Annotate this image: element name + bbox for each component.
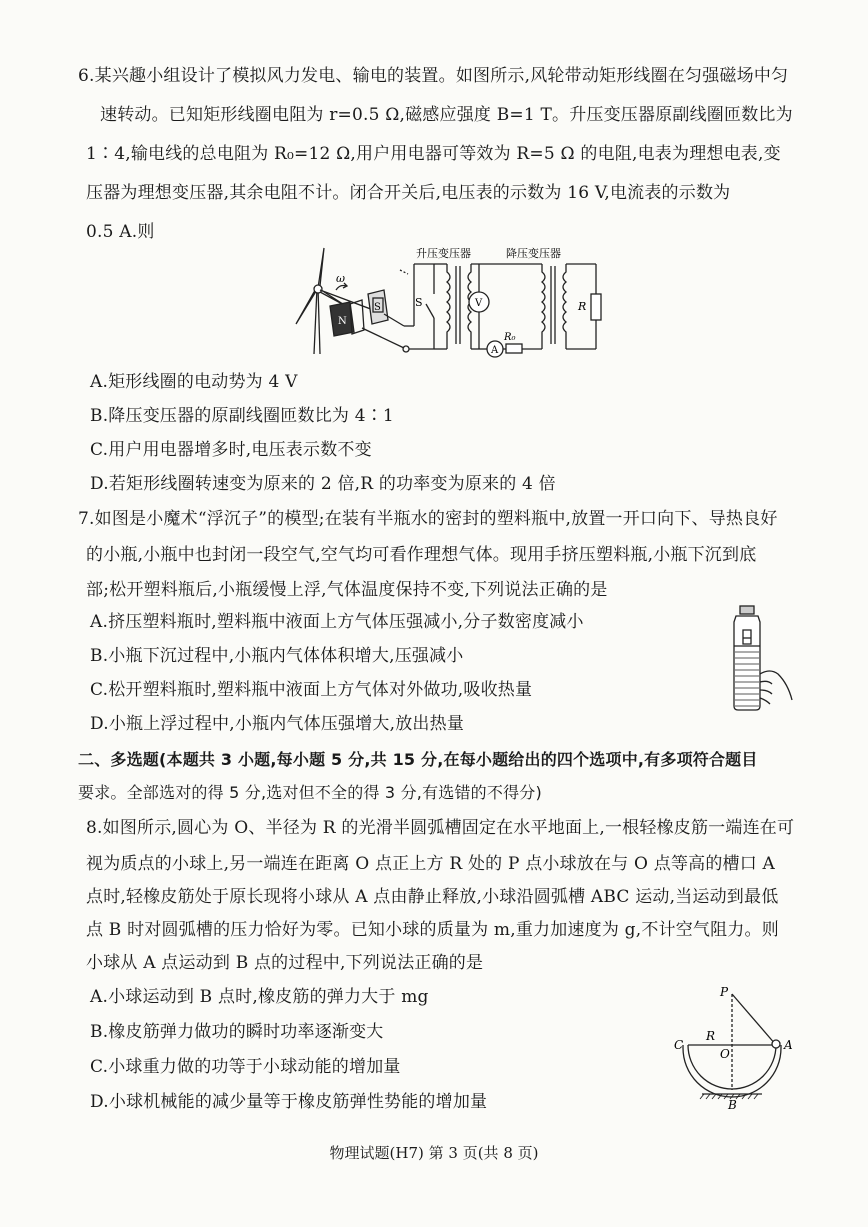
q6-label-omega: ω — [336, 272, 345, 285]
q6-label-step-up: 升压变压器 — [416, 247, 471, 260]
q6-label-ammeter: A — [491, 345, 499, 356]
q6-label-magnet-s: S — [374, 302, 381, 313]
q8-stem-line-3: 点时,轻橡皮筋处于原长现将小球从 A 点由静止释放,小球沿圆弧槽 ABC 运动,当运动到最低 — [86, 887, 779, 907]
q8-label-o: O — [720, 1047, 730, 1061]
q8-stem-line-1: 8.如图所示,圆心为 O、半径为 R 的光滑半圆弧槽固定在水平地面上,一根轻橡皮筋一端连在可 — [86, 818, 795, 838]
q7-option-c: C.松开塑料瓶时,塑料瓶中液面上方气体对外做功,吸收热量 — [90, 680, 533, 700]
q8-option-c: C.小球重力做的功等于小球动能的增加量 — [90, 1057, 401, 1077]
q7-option-b: B.小瓶下沉过程中,小瓶内气体体积增大,压强减小 — [90, 646, 464, 666]
q6-stem-line-2: 速转动。已知矩形线圈电阻为 r=0.5 Ω,磁感应强度 B=1 T。升压变压器原副线圈匝数比为 — [100, 105, 793, 125]
q8-semicircle-groove-figure — [672, 982, 802, 1110]
q8-label-r: R — [706, 1029, 716, 1043]
section-2-heading-line-2: 要求。全部选对的得 5 分,选对但不全的得 3 分,有选错的不得分) — [78, 783, 542, 802]
q7-stem-line-3: 部;松开塑料瓶后,小瓶缓慢上浮,气体温度保持不变,下列说法正确的是 — [86, 580, 608, 600]
q6-option-b: B.降压变压器的原副线圈匝数比为 4∶1 — [90, 406, 394, 426]
q8-label-a: A — [784, 1038, 793, 1052]
q6-stem-line-1: 6.某兴趣小组设计了模拟风力发电、输电的装置。如图所示,风轮带动矩形线圈在匀强磁场中匀 — [78, 66, 789, 86]
q6-label-switch: S — [415, 296, 423, 309]
q6-label-voltmeter: V — [475, 298, 483, 309]
section-2-heading-line-1: 二、多选题(本题共 3 小题,每小题 5 分,共 15 分,在每小题给出的四个选项中,有多项符合题目 — [78, 750, 758, 769]
q8-option-b: B.橡皮筋弹力做功的瞬时功率逐渐变大 — [90, 1022, 384, 1042]
q8-stem-line-5: 小球从 A 点运动到 B 点的过程中,下列说法正确的是 — [86, 953, 484, 973]
q6-generator-circuit-figure — [284, 244, 614, 362]
q8-stem-line-2: 视为质点的小球上,另一端连在距离 O 点正上方 R 处的 P 点小球放在与 O 点等高的槽口 A — [86, 854, 776, 874]
q6-option-a: A.矩形线圈的电动势为 4 V — [90, 372, 298, 392]
q7-option-d: D.小瓶上浮过程中,小瓶内气体压强增大,放出热量 — [90, 714, 465, 734]
q7-bottle-figure — [726, 604, 798, 714]
q6-stem-line-3: 1∶4,输电线的总电阻为 R₀=12 Ω,用户用电器可等效为 R=5 Ω 的电阻,电表为理想电表,变 — [86, 144, 781, 164]
q6-label-magnet-n: N — [338, 316, 347, 327]
q6-option-d: D.若矩形线圈转速变为原来的 2 倍,R 的功率变为原来的 4 倍 — [90, 474, 556, 494]
q6-label-r0: R₀ — [504, 332, 516, 343]
q8-label-p: P — [720, 985, 729, 999]
q7-stem-line-1: 7.如图是小魔术“浮沉子”的模型;在装有半瓶水的密封的塑料瓶中,放置一开口向下、导热良好 — [78, 509, 778, 529]
q7-stem-line-2: 的小瓶,小瓶中也封闭一段空气,空气均可看作理想气体。现用手挤压塑料瓶,小瓶下沉到底 — [86, 545, 757, 565]
page-footer: 物理试题(H7) 第 3 页(共 8 页) — [329, 1144, 539, 1162]
q8-option-a: A.小球运动到 B 点时,橡皮筋的弹力大于 mg — [90, 987, 429, 1007]
q8-label-c: C — [674, 1038, 684, 1052]
q8-stem-line-4: 点 B 时对圆弧槽的压力恰好为零。已知小球的质量为 m,重力加速度为 g,不计空气阻力。则 — [86, 920, 779, 940]
q6-stem-line-5: 0.5 A.则 — [86, 222, 155, 242]
q6-option-c: C.用户用电器增多时,电压表示数不变 — [90, 440, 372, 460]
q8-label-b: B — [728, 1098, 737, 1110]
q7-option-a: A.挤压塑料瓶时,塑料瓶中液面上方气体压强减小,分子数密度减小 — [90, 612, 584, 632]
q8-option-d: D.小球机械能的减少量等于橡皮筋弹性势能的增加量 — [90, 1092, 488, 1112]
q6-label-r: R — [578, 300, 587, 313]
q6-label-step-down: 降压变压器 — [506, 247, 561, 260]
q6-stem-line-4: 压器为理想变压器,其余电阻不计。闭合开关后,电压表的示数为 16 V,电流表的示数为 — [86, 183, 731, 203]
